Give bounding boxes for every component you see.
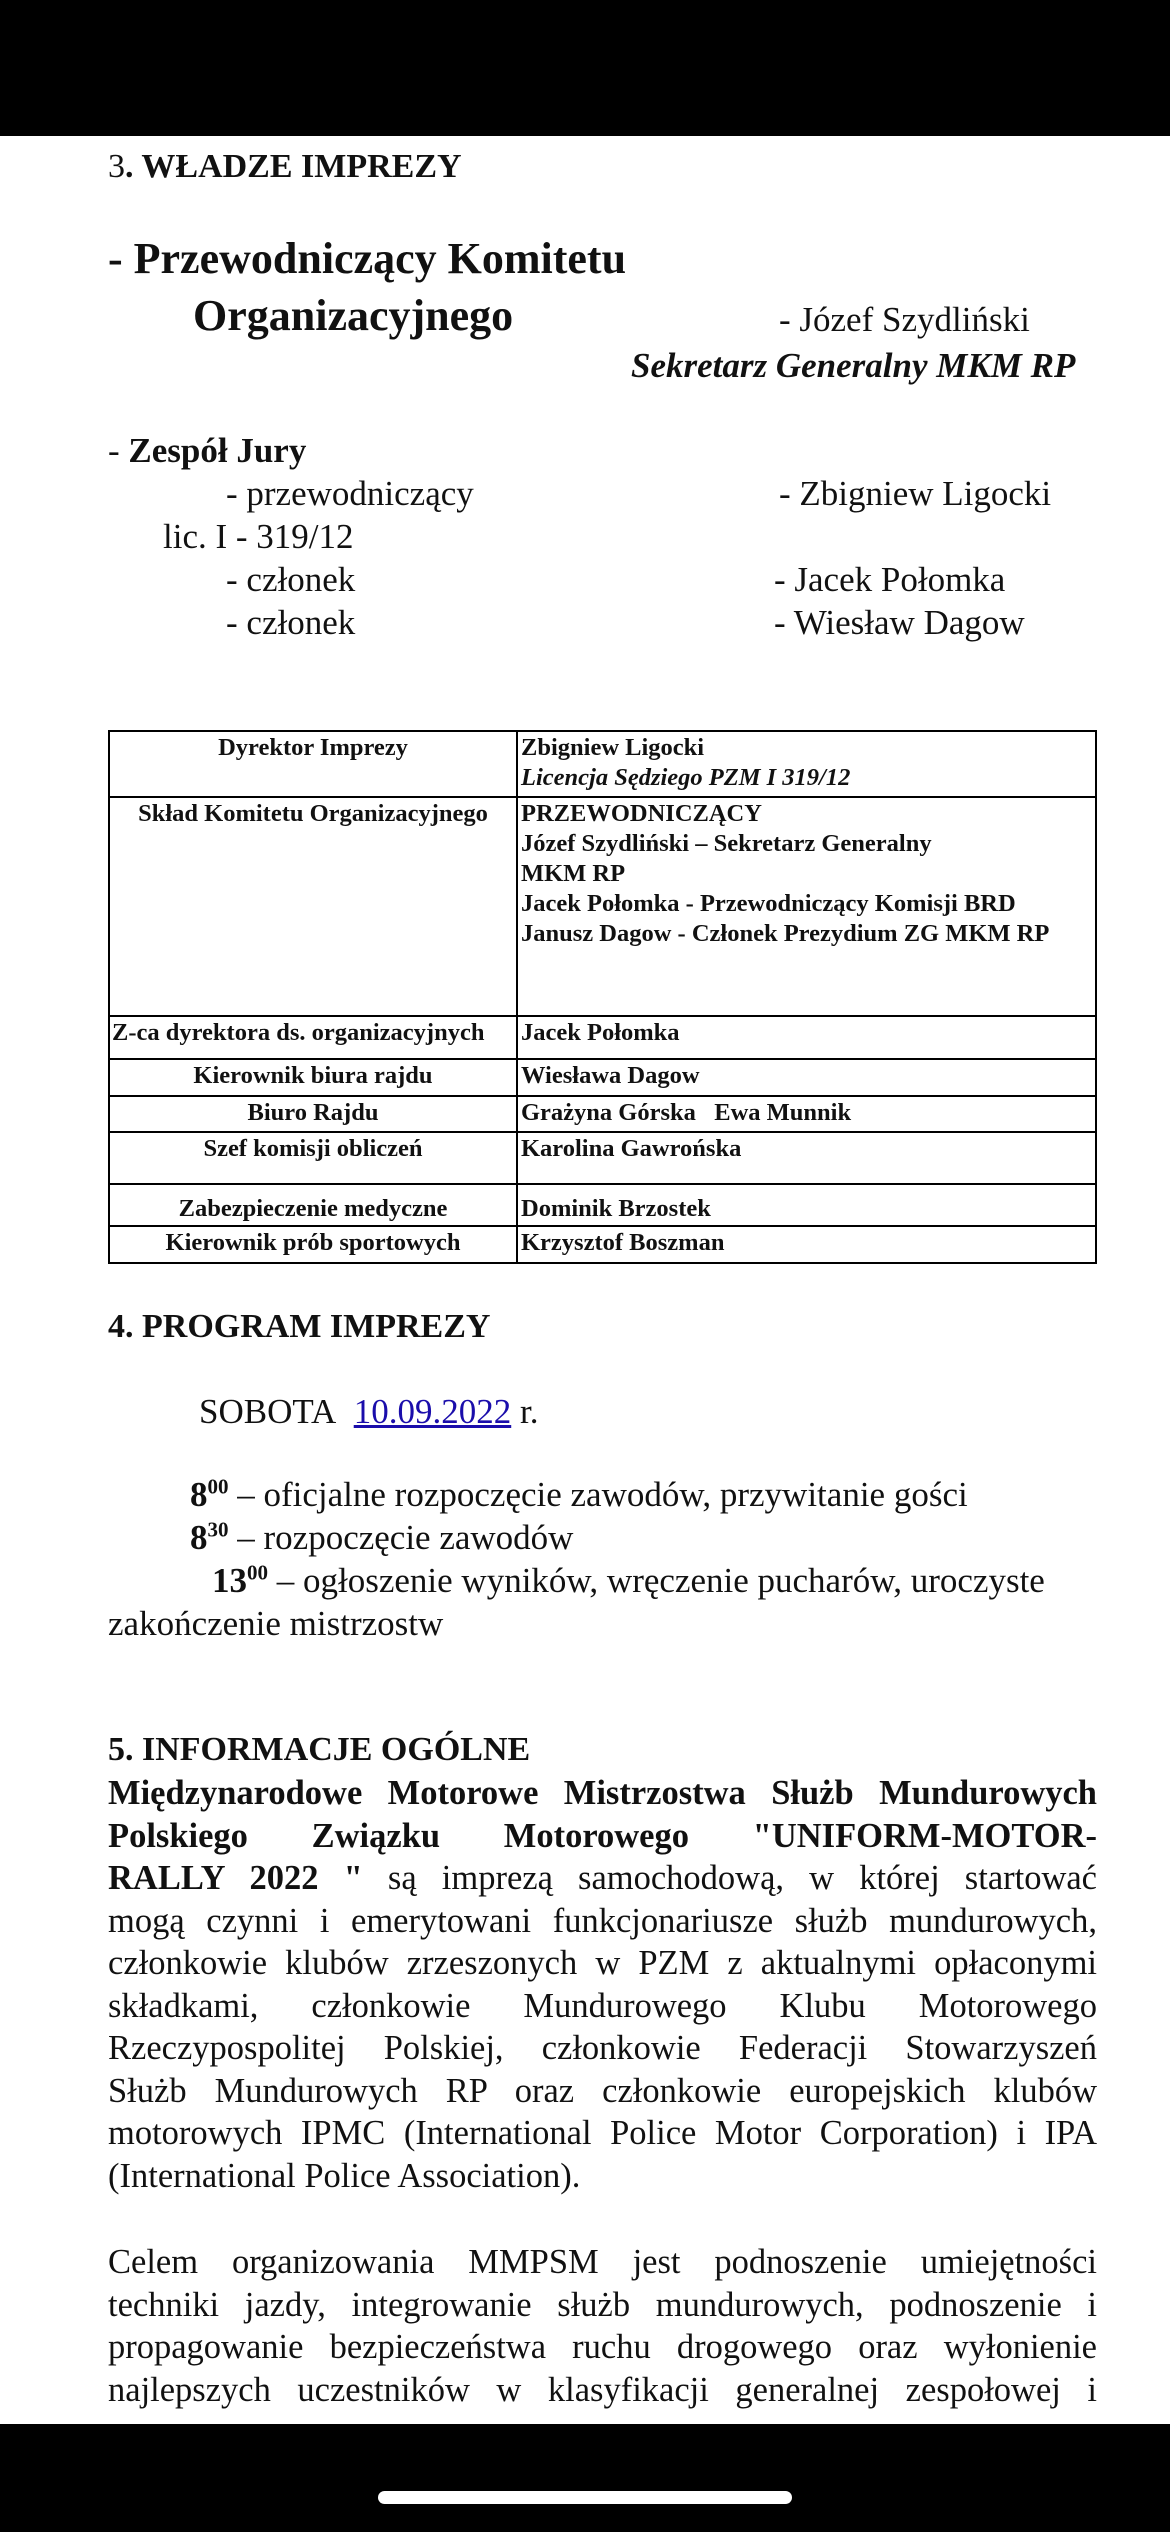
jury-role: - członek	[226, 560, 356, 599]
table-cell-role: Kierownik biura rajdu	[109, 1059, 517, 1096]
table-cell-role: Z-ca dyrektora ds. organizacyjnych	[109, 1016, 517, 1059]
table-cell-person: Karolina Gawrońska	[517, 1132, 1096, 1184]
table-row	[109, 1226, 1096, 1263]
jury-role: - członek	[226, 603, 356, 642]
chair-position: Sekretarz Generalny MKM RP	[631, 346, 1076, 385]
section-3-heading: 3. WŁADZE IMPREZY	[108, 148, 462, 185]
jury-license: lic. I - 319/12	[163, 517, 354, 556]
paragraph-line: mogą czynni i emerytowani funkcjonariusze służb mundurowych,	[108, 1901, 1097, 1940]
chair-title-line1: - Przewodniczący Komitetu	[108, 234, 627, 283]
paragraph-line: (International Police Association).	[108, 2156, 581, 2195]
paragraph-line: Międzynarodowe Motorowe Mistrzostwa Służb Mundurowych	[108, 1774, 1097, 1812]
chair-name: - Józef Szydliński	[779, 300, 1030, 339]
section-4-heading: 4. PROGRAM IMPREZY	[108, 1308, 491, 1345]
paragraph-line: Służb Mundurowych RP oraz członkowie europejskich klubów	[108, 2071, 1097, 2110]
table-row	[109, 1016, 1096, 1059]
jury-role: - przewodniczący	[226, 474, 474, 513]
table-row	[109, 731, 1096, 797]
jury-name: - Jacek Połomka	[774, 560, 1006, 599]
table-cell-person: Jacek Połomka	[517, 1016, 1096, 1059]
date-link[interactable]: 10.09.2022	[353, 1392, 512, 1431]
general-info-paragraph	[108, 1772, 1097, 2197]
paragraph-line: składkami, członkowie Mundurowego Klubu Motorowego	[108, 1986, 1097, 2025]
paragraph-line: motorowych IPMC (International Police Motor Corporation) i IPA	[108, 2114, 1097, 2152]
table-row	[109, 1096, 1096, 1132]
jury-name: - Wiesław Dagow	[774, 603, 1025, 642]
paragraph-line: Celem organizowania MMPSM jest podnoszenie umiejętności	[108, 2243, 1097, 2281]
schedule-item-continued: zakończenie mistrzostw	[108, 1604, 444, 1643]
table-cell-person: Krzysztof Boszman	[517, 1226, 1096, 1263]
table-row	[109, 1184, 1096, 1226]
table-cell-role: Skład Komitetu Organizacyjnego	[109, 797, 517, 1016]
program-date-line: SOBOTA 10.09.2022 r.	[199, 1392, 539, 1431]
section-5-heading: 5. INFORMACJE OGÓLNE	[108, 1731, 531, 1768]
table-cell-role: Kierownik prób sportowych	[109, 1226, 517, 1263]
paragraph-line: najlepszych uczestników w klasyfikacji generalnej zespołowej i	[108, 2370, 1097, 2409]
table-cell-role: Biuro Rajdu	[109, 1096, 517, 1132]
chair-title-line2: Organizacyjnego	[193, 291, 514, 340]
table-row	[109, 1132, 1096, 1184]
table-cell-role: Dyrektor Imprezy	[109, 731, 517, 797]
bottom-bar	[0, 2424, 1170, 2532]
paragraph-line: Rzeczypospolitej Polskiej, członkowie Federacji Stowarzyszeń	[108, 2029, 1097, 2067]
paragraph-line: propagowanie bezpieczeństwa ruchu drogowego oraz wyłonienie	[108, 2328, 1097, 2366]
home-indicator[interactable]	[378, 2491, 792, 2504]
schedule-item: $8^{30}$ – rozpoczęcie zawodów	[190, 1517, 574, 1557]
schedule-item: $8^{00}$ – oficjalne rozpoczęcie zawodów, przywitanie gości	[190, 1474, 968, 1514]
paragraph-line: członkowie klubów zrzeszonych w PZM z aktualnymi opłaconymi	[108, 1944, 1097, 1982]
jury-name: - Zbigniew Ligocki	[779, 474, 1052, 513]
paragraph-line: techniki jazdy, integrowanie służb mundurowych, podnoszenie i	[108, 2285, 1097, 2324]
paragraph-line: RALLY 2022 " są imprezą samochodową, w której startować	[108, 1859, 1097, 1897]
table-cell-person: Wiesława Dagow	[517, 1059, 1096, 1096]
table-cell-person: Zbigniew Ligocki Licencja Sędziego PZM I 319/12	[517, 731, 1096, 797]
goals-paragraph	[108, 2241, 1097, 2411]
jury-heading: - Zespół Jury	[108, 431, 307, 470]
table-cell-person: PRZEWODNICZĄCY Józef Szydliński – Sekretarz Generalny MKM RP Jacek Połomka - Przewodniczący Komisji BRD Janusz Dagow - Członek Prezydium ZG MKM RP	[517, 797, 1096, 1016]
table-cell-person: Grażyna Górska Ewa Munnik	[517, 1096, 1096, 1132]
status-bar	[0, 0, 1170, 136]
table-cell-person: Dominik Brzostek	[517, 1184, 1096, 1226]
table-row	[109, 1059, 1096, 1096]
schedule-item: $13^{00}$ – ogłoszenie wyników, wręczenie pucharów, uroczyste	[212, 1560, 1045, 1600]
paragraph-line: Polskiego Związku Motorowego "UNIFORM-MOTOR-	[108, 1816, 1097, 1855]
table-cell-role: Zabezpieczenie medyczne	[109, 1184, 517, 1226]
staff-table	[108, 730, 1097, 1264]
table-row	[109, 797, 1096, 1016]
table-cell-role: Szef komisji obliczeń	[109, 1132, 517, 1184]
